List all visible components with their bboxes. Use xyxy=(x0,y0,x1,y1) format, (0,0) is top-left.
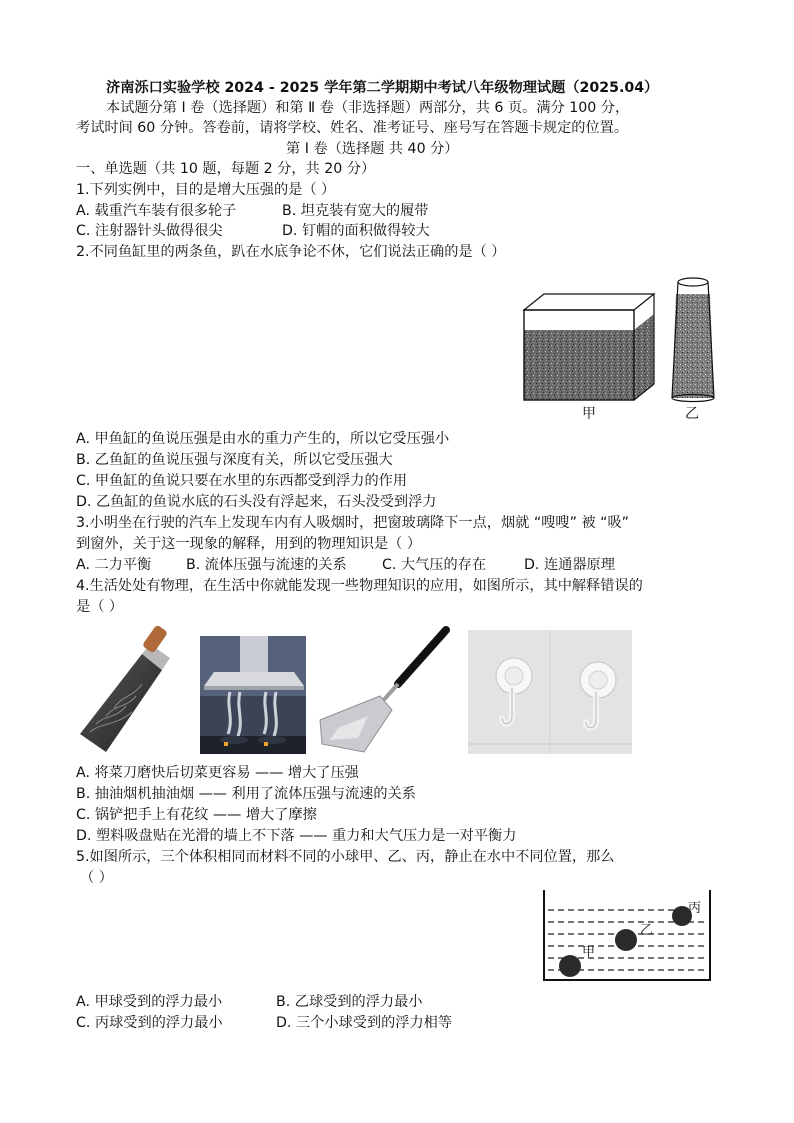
q5-option-a: A. 甲球受到的浮力最小 xyxy=(76,994,223,1010)
q4-stem-line-2: 是（ ） xyxy=(76,599,124,615)
q4-option-b: B. 抽油烟机抽油烟 —— 利用了流体压强与流速的关系 xyxy=(76,786,416,802)
q5-stem-line-2: （ ） xyxy=(80,870,113,886)
ball-label-jia: 甲 xyxy=(582,945,596,960)
q1-option-c: C. 注射器针头做得很尖 xyxy=(76,223,223,239)
q3-option-d: D. 连通器原理 xyxy=(524,557,615,573)
q4-option-d: D. 塑料吸盘贴在光滑的墙上不下落 —— 重力和大气压力是一对平衡力 xyxy=(76,828,517,844)
ball-label-bing: 丙 xyxy=(688,901,702,916)
spatula-image xyxy=(318,624,452,756)
tank-jia xyxy=(524,294,654,400)
ball-jia xyxy=(559,955,581,977)
q3-stem-line-2: 到窗外，关于这一现象的解释，用到的物理知识是（ ） xyxy=(76,536,422,552)
q1-option-d: D. 钉帽的面积做得较大 xyxy=(282,223,430,239)
q5-stem-line-1: 5.如图所示，三个体积相同而材料不同的小球甲、乙、丙，静止在水中不同位置，那么 xyxy=(76,849,615,865)
q2-stem: 2.不同鱼缸里的两条鱼，趴在水底争论不休，它们说法正确的是（ ） xyxy=(76,244,506,260)
ball-yi xyxy=(615,929,637,951)
tank-yi xyxy=(672,278,714,402)
intro-line-1: 本试题分第 Ⅰ 卷（选择题）和第 Ⅱ 卷（非选择题）两部分，共 6 页。满分 100 分， xyxy=(106,100,630,116)
fish-tanks-figure xyxy=(514,272,724,422)
q4-option-c: C. 锅铲把手上有花纹 —— 增大了摩擦 xyxy=(76,807,317,823)
cleaver-knife-image xyxy=(76,624,174,756)
q3-option-a: A. 二力平衡 xyxy=(76,557,152,573)
q2-option-d: D. 乙鱼缸的鱼说水底的石头没有浮起来，石头没受到浮力 xyxy=(76,494,437,510)
intro-line-2: 考试时间 60 分钟。答卷前，请将学校、姓名、准考证号、座号写在答题卡规定的位置。 xyxy=(76,120,629,136)
part-title: 第 Ⅰ 卷（选择题 共 40 分） xyxy=(286,141,459,157)
suction-hooks-image xyxy=(468,630,632,754)
q5-option-b: B. 乙球受到的浮力最小 xyxy=(276,994,423,1010)
range-hood-image xyxy=(200,636,306,754)
q5-option-d: D. 三个小球受到的浮力相等 xyxy=(276,1015,453,1031)
tank-label-jia: 甲 xyxy=(582,406,596,422)
q3-stem-line-1: 3.小明坐在行驶的汽车上发现车内有人吸烟时，把窗玻璃降下一点，烟就 “嗖嗖” 被 “吸” xyxy=(76,515,630,531)
q1-stem: 1.下列实例中，目的是增大压强的是（ ） xyxy=(76,182,336,198)
q4-option-a: A. 将菜刀磨快后切菜更容易 —— 增大了压强 xyxy=(76,765,359,781)
balls-in-water-figure xyxy=(538,888,718,988)
q2-option-a: A. 甲鱼缸的鱼说压强是由水的重力产生的，所以它受压强小 xyxy=(76,431,450,447)
q3-option-b: B. 流体压强与流速的关系 xyxy=(186,557,347,573)
q5-option-c: C. 丙球受到的浮力最小 xyxy=(76,1015,223,1031)
q4-stem-line-1: 4.生活处处有物理，在生活中你就能发现一些物理知识的应用，如图所示，其中解释错误的 xyxy=(76,578,643,594)
tank-label-yi: 乙 xyxy=(685,406,699,422)
exam-title: 济南泺口实验学校 2024 - 2025 学年第二学期期中考试八年级物理试题（2025.04） xyxy=(106,80,659,96)
q2-option-c: C. 甲鱼缸的鱼说只要在水里的东西都受到浮力的作用 xyxy=(76,473,408,489)
q1-option-a: A. 载重汽车装有很多轮子 xyxy=(76,203,237,219)
q1-option-b: B. 坦克装有宽大的履带 xyxy=(282,203,429,219)
q2-option-b: B. 乙鱼缸的鱼说压强与深度有关，所以它受压强大 xyxy=(76,452,393,468)
q3-option-c: C. 大气压的存在 xyxy=(382,557,487,573)
section-title: 一、单选题（共 10 题，每题 2 分，共 20 分） xyxy=(76,161,376,177)
ball-label-yi: 乙 xyxy=(640,923,654,938)
